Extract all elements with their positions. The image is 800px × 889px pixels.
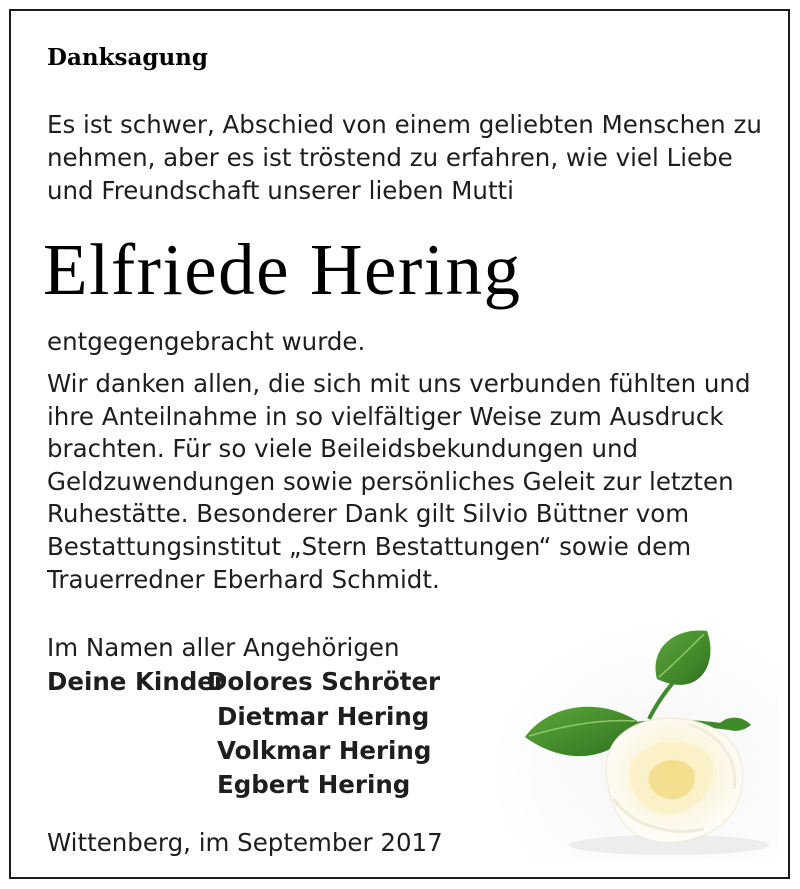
family-intro: Im Namen aller Angehörigen — [47, 633, 400, 662]
thanks-text: Wir danken allen, die sich mit uns verbunden fühlten und ihre Anteilnahme in so vielfältiger Weise zum Ausdruck brachten. Für so viele Beileidsbekundungen und Geldzuwendungen sowie persönliches Geleit zur letzten Ruhestätte. Besonderer Dank gilt Silvio Büttner vom Bestattungsinstitut „Stern Bestattungen“ sowie dem Trauerredner Eberhard Schmidt. — [47, 369, 751, 594]
intro-text: Es ist schwer, Abschied von einem geliebten Menschen zu nehmen, aber es ist tröstend zu erfahren, wie viel Liebe und Freundschaft unserer lieben Mutti — [47, 110, 762, 205]
children-label: Deine Kinder — [47, 667, 227, 696]
child-name: Egbert Hering — [217, 770, 411, 799]
notice-heading: Danksagung — [47, 44, 208, 71]
notice-frame — [9, 9, 790, 879]
child-name: Dolores Schröter — [207, 667, 441, 696]
white-rose-icon — [489, 609, 779, 859]
place-date: Wittenberg, im September 2017 — [47, 828, 443, 857]
child-name: Volkmar Hering — [217, 736, 432, 765]
deceased-name: Elfriede Hering — [43, 229, 522, 310]
after-name-text: entgegengebracht wurde. — [47, 327, 366, 356]
child-name: Dietmar Hering — [217, 702, 430, 731]
